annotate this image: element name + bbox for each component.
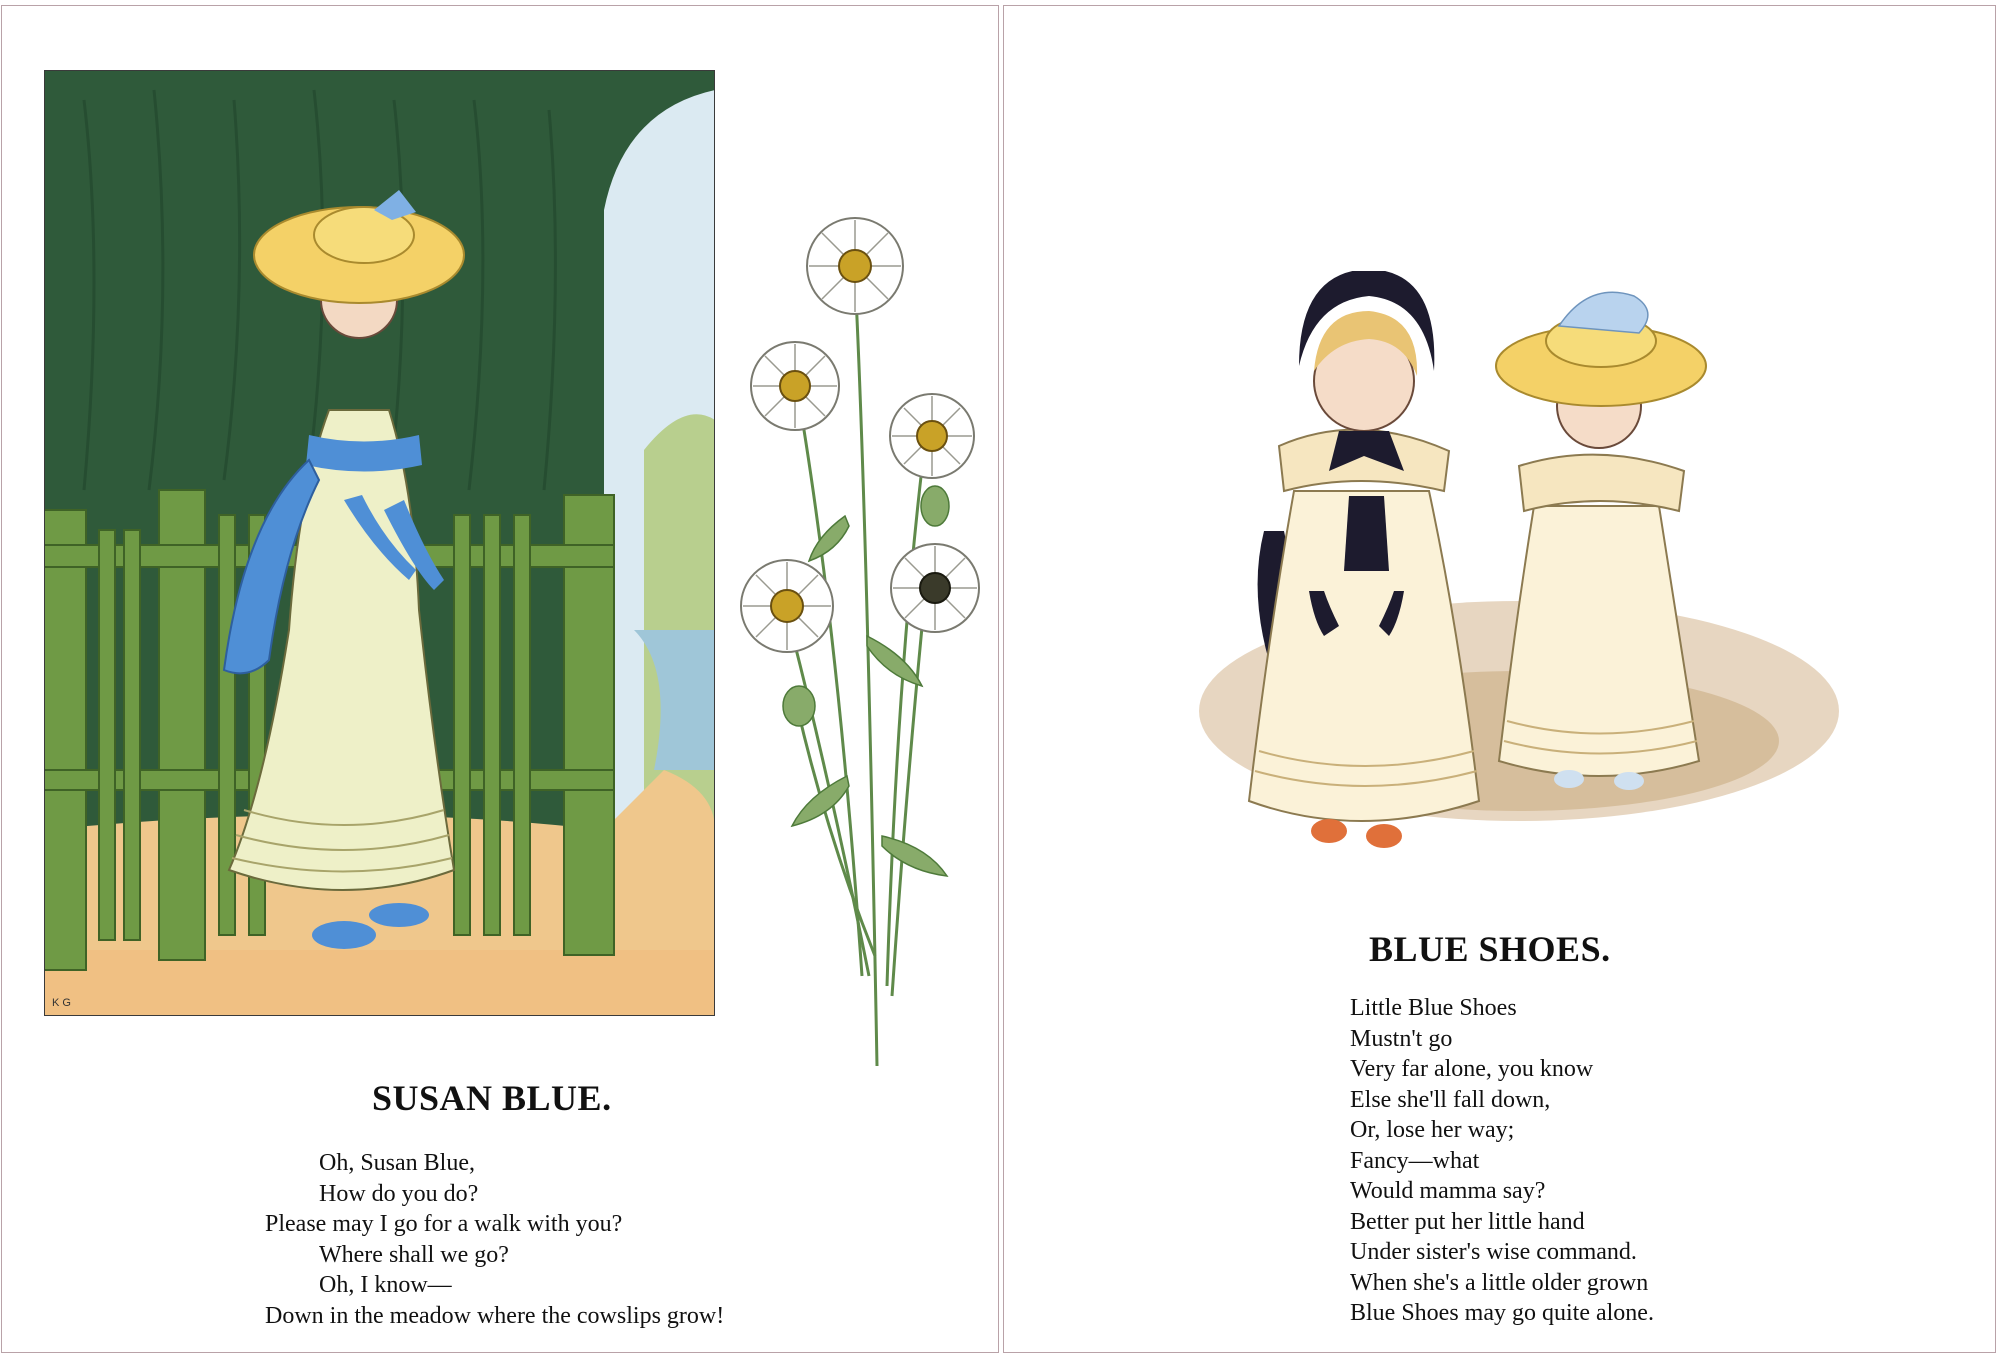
page-title-susan-blue: SUSAN BLUE. bbox=[372, 1078, 612, 1118]
poem-line: Where shall we go? bbox=[319, 1241, 509, 1268]
girl-with-yellow-hat bbox=[1496, 292, 1706, 790]
poem-line: When she's a little older grown bbox=[1350, 1269, 1649, 1296]
poem-line: Very far alone, you know bbox=[1350, 1056, 1594, 1082]
susan-blue-illustration bbox=[44, 70, 715, 1016]
poem-line: Better put her little hand bbox=[1350, 1208, 1585, 1235]
blue-shoes-illustration bbox=[1189, 271, 1839, 881]
poem-line: Mustn't go bbox=[1350, 1025, 1453, 1052]
poem-line: Little Blue Shoes bbox=[1350, 995, 1517, 1021]
poem-line: Would mamma say? bbox=[1350, 1178, 1546, 1204]
poem-line: Or, lose her way; bbox=[1350, 1117, 1515, 1143]
right-page bbox=[1003, 5, 1996, 1353]
girl-at-gate-picture bbox=[44, 70, 715, 1016]
poem-line: Else she'll fall down, bbox=[1350, 1086, 1551, 1113]
left-page bbox=[1, 5, 999, 1353]
daisy-stems-illustration bbox=[737, 216, 987, 1076]
poem-blue-shoes bbox=[1350, 993, 1654, 1329]
poem-line: Please may I go for a walk with you? bbox=[265, 1211, 623, 1237]
poem-susan-blue bbox=[265, 1148, 724, 1331]
daisy-flowers-picture bbox=[737, 216, 987, 1076]
poem-line: How do you do? bbox=[319, 1180, 479, 1207]
poem-line: Blue Shoes may go quite alone. bbox=[1350, 1300, 1654, 1326]
girl-with-dark-bonnet bbox=[1249, 271, 1479, 848]
poem-line: Oh, Susan Blue, bbox=[319, 1150, 475, 1176]
poem-line: Down in the meadow where the cowslips grow! bbox=[265, 1302, 725, 1329]
svg-text:K G: K G bbox=[52, 997, 71, 1009]
page-title-blue-shoes: BLUE SHOES. bbox=[1369, 929, 1611, 969]
two-girls-picture bbox=[1189, 271, 1839, 881]
poem-line: Fancy—what bbox=[1350, 1147, 1480, 1174]
poem-line: Oh, I know— bbox=[319, 1272, 452, 1298]
poem-line: Under sister's wise command. bbox=[1350, 1239, 1637, 1265]
daisy-heads bbox=[741, 218, 979, 726]
